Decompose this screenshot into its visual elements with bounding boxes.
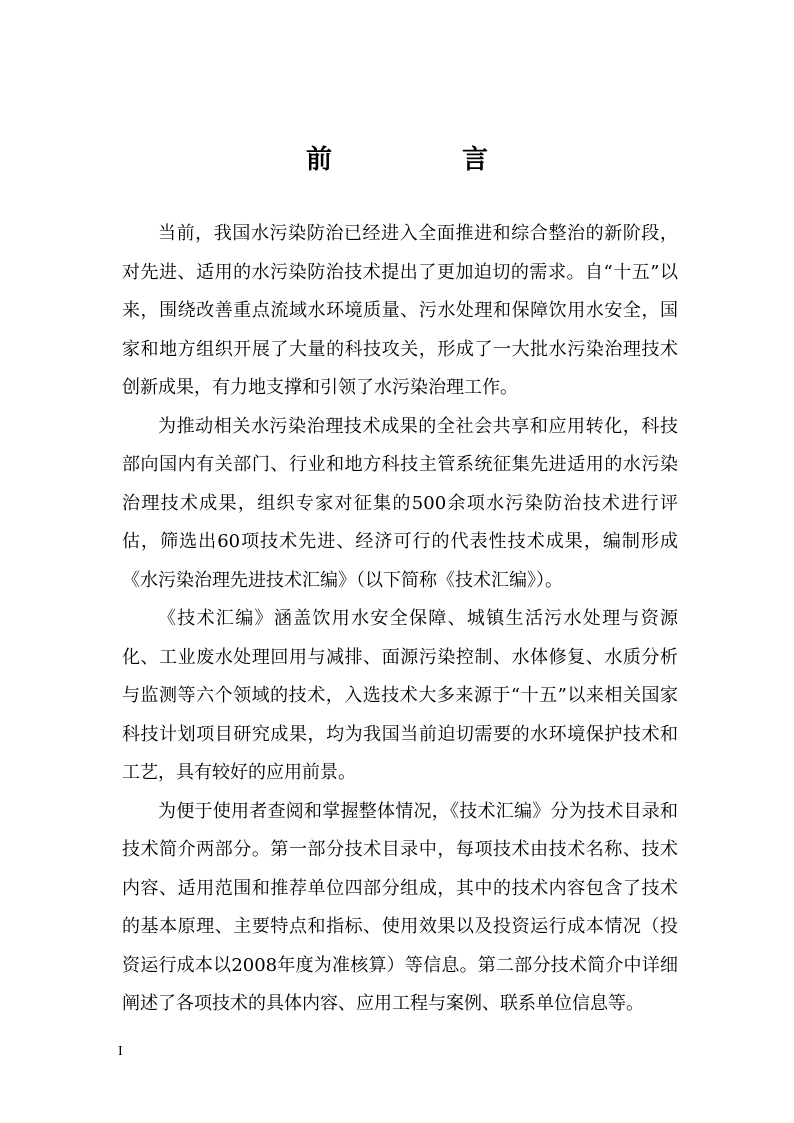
preface-body (122, 215, 678, 1024)
preface-paragraph-3: 《技术汇编》涵盖饮用水安全保障、城镇生活污水处理与资源化、工业废水处理回用与减排、面源污染控制、水体修复、水质分析与监测等六个领域的技术，入选技术大多来源于“十五”以来相关国家科技计划项目研究成果，均为我国当前迫切需要的水环境保护技术和工艺，具有较好的应用前景。 (122, 608, 678, 783)
page-title (0, 142, 794, 178)
preface-paragraph-4: 为便于使用者查阅和掌握整体情况，《技术汇编》分为技术目录和技术简介两部分。第一部分技术目录中，每项技术由技术名称、技术内容、适用范围和推荐单位四部分组成，其中的技术内容包含了技术的基本原理、主要特点和指标、使用效果以及投资运行成本情况（投资运行成本以2008年度为准核算）等信息。第二部分技术简介中详细阐述了各项技术的具体内容、应用工程与案例、联系单位信息等。 (122, 800, 678, 1014)
preface-paragraph-1: 当前，我国水污染防治已经进入全面推进和综合整治的新阶段，对先进、适用的水污染防治技术提出了更加迫切的需求。自“十五”以来，围绕改善重点流域水环境质量、污水处理和保障饮用水安全，国家和地方组织开展了大量的科技攻关，形成了一大批水污染治理技术创新成果，有力地支撑和引领了水污染治理工作。 (122, 223, 678, 398)
page-title-text: 前 言 (305, 145, 540, 175)
preface-paragraph-2: 为推动相关水污染治理技术成果的全社会共享和应用转化，科技部向国内有关部门、行业和地方科技主管系统征集先进适用的水污染治理技术成果，组织专家对征集的500余项水污染防治技术进行评估，筛选出60项技术先进、经济可行的代表性技术成果，编制形成《水污染治理先进技术汇编》（以下简称《技术汇编》）。 (122, 415, 678, 591)
page-number: I (118, 1044, 123, 1059)
